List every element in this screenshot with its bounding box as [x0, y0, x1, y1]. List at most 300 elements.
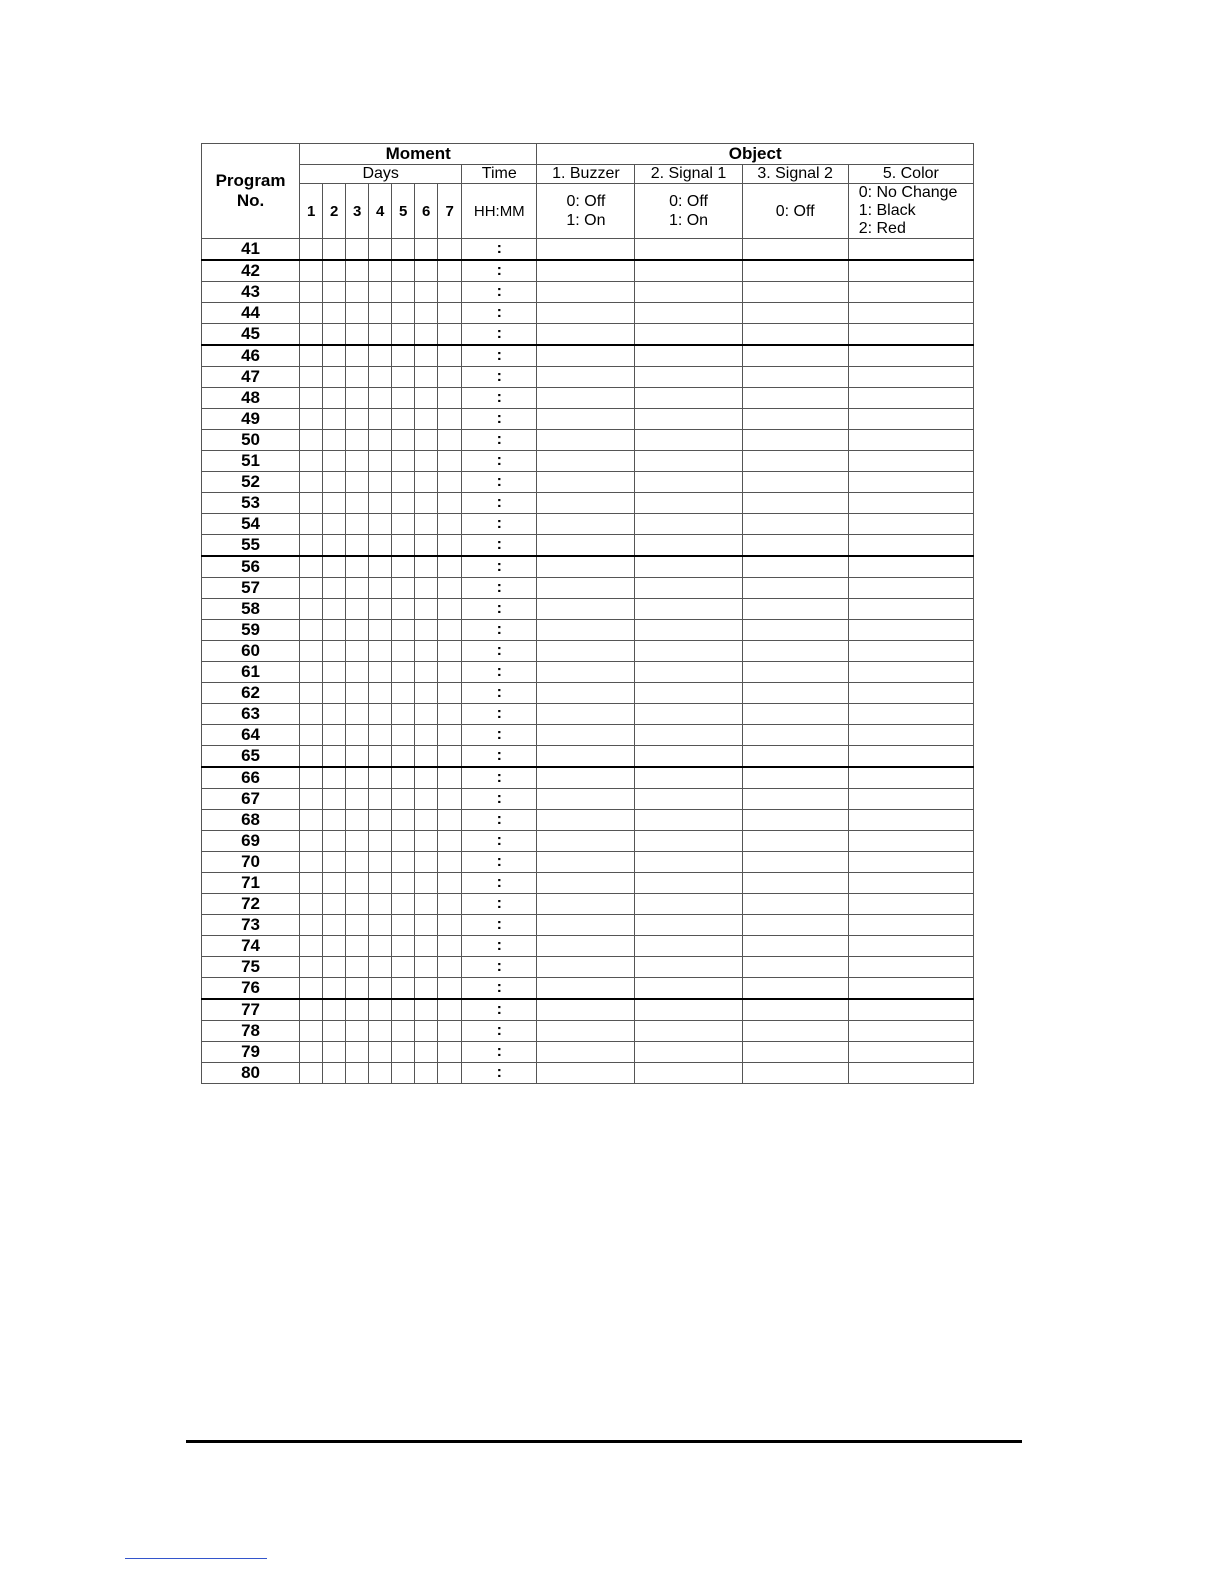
time-cell[interactable]: : — [462, 409, 537, 430]
day-1-cell[interactable] — [300, 493, 323, 514]
day-6-cell[interactable] — [415, 535, 438, 557]
day-5-cell[interactable] — [392, 451, 415, 472]
day-5-cell[interactable] — [392, 999, 415, 1021]
signal2-cell[interactable] — [742, 303, 848, 324]
color-cell[interactable] — [848, 514, 973, 535]
day-2-cell[interactable] — [323, 472, 346, 493]
day-2-cell[interactable] — [323, 957, 346, 978]
day-1-cell[interactable] — [300, 999, 323, 1021]
signal1-cell[interactable] — [635, 535, 742, 557]
day-3-cell[interactable] — [346, 936, 369, 957]
signal2-cell[interactable] — [742, 514, 848, 535]
signal2-cell[interactable] — [742, 472, 848, 493]
signal2-cell[interactable] — [742, 789, 848, 810]
day-4-cell[interactable] — [369, 599, 392, 620]
day-1-cell[interactable] — [300, 1063, 323, 1084]
day-6-cell[interactable] — [415, 324, 438, 346]
signal1-cell[interactable] — [635, 999, 742, 1021]
color-cell[interactable] — [848, 451, 973, 472]
signal1-cell[interactable] — [635, 978, 742, 1000]
day-2-cell[interactable] — [323, 915, 346, 936]
signal2-cell[interactable] — [742, 1063, 848, 1084]
day-2-cell[interactable] — [323, 324, 346, 346]
signal1-cell[interactable] — [635, 260, 742, 282]
time-cell[interactable]: : — [462, 451, 537, 472]
time-cell[interactable]: : — [462, 345, 537, 367]
time-cell[interactable]: : — [462, 493, 537, 514]
day-3-cell[interactable] — [346, 789, 369, 810]
day-5-cell[interactable] — [392, 345, 415, 367]
day-4-cell[interactable] — [369, 894, 392, 915]
day-1-cell[interactable] — [300, 957, 323, 978]
color-cell[interactable] — [848, 324, 973, 346]
day-4-cell[interactable] — [369, 957, 392, 978]
day-2-cell[interactable] — [323, 852, 346, 873]
buzzer-cell[interactable] — [537, 767, 635, 789]
signal1-cell[interactable] — [635, 936, 742, 957]
signal2-cell[interactable] — [742, 873, 848, 894]
day-4-cell[interactable] — [369, 620, 392, 641]
signal1-cell[interactable] — [635, 239, 742, 261]
day-2-cell[interactable] — [323, 936, 346, 957]
day-7-cell[interactable] — [438, 999, 462, 1021]
day-4-cell[interactable] — [369, 767, 392, 789]
day-7-cell[interactable] — [438, 493, 462, 514]
color-cell[interactable] — [848, 409, 973, 430]
day-5-cell[interactable] — [392, 367, 415, 388]
time-cell[interactable]: : — [462, 430, 537, 451]
day-6-cell[interactable] — [415, 978, 438, 1000]
day-1-cell[interactable] — [300, 831, 323, 852]
buzzer-cell[interactable] — [537, 324, 635, 346]
day-3-cell[interactable] — [346, 1021, 369, 1042]
day-4-cell[interactable] — [369, 1063, 392, 1084]
day-5-cell[interactable] — [392, 873, 415, 894]
buzzer-cell[interactable] — [537, 662, 635, 683]
day-1-cell[interactable] — [300, 978, 323, 1000]
day-7-cell[interactable] — [438, 704, 462, 725]
day-6-cell[interactable] — [415, 620, 438, 641]
time-cell[interactable]: : — [462, 388, 537, 409]
buzzer-cell[interactable] — [537, 936, 635, 957]
day-1-cell[interactable] — [300, 599, 323, 620]
day-1-cell[interactable] — [300, 430, 323, 451]
time-cell[interactable]: : — [462, 535, 537, 557]
day-2-cell[interactable] — [323, 367, 346, 388]
buzzer-cell[interactable] — [537, 725, 635, 746]
day-3-cell[interactable] — [346, 514, 369, 535]
day-7-cell[interactable] — [438, 239, 462, 261]
day-7-cell[interactable] — [438, 957, 462, 978]
day-5-cell[interactable] — [392, 894, 415, 915]
signal1-cell[interactable] — [635, 345, 742, 367]
day-3-cell[interactable] — [346, 641, 369, 662]
day-1-cell[interactable] — [300, 936, 323, 957]
day-1-cell[interactable] — [300, 1042, 323, 1063]
day-4-cell[interactable] — [369, 704, 392, 725]
buzzer-cell[interactable] — [537, 451, 635, 472]
signal1-cell[interactable] — [635, 472, 742, 493]
day-2-cell[interactable] — [323, 662, 346, 683]
day-4-cell[interactable] — [369, 556, 392, 578]
day-4-cell[interactable] — [369, 451, 392, 472]
buzzer-cell[interactable] — [537, 282, 635, 303]
signal1-cell[interactable] — [635, 388, 742, 409]
day-5-cell[interactable] — [392, 514, 415, 535]
day-2-cell[interactable] — [323, 999, 346, 1021]
day-2-cell[interactable] — [323, 978, 346, 1000]
day-2-cell[interactable] — [323, 725, 346, 746]
day-2-cell[interactable] — [323, 641, 346, 662]
day-4-cell[interactable] — [369, 430, 392, 451]
day-7-cell[interactable] — [438, 345, 462, 367]
signal2-cell[interactable] — [742, 978, 848, 1000]
day-6-cell[interactable] — [415, 810, 438, 831]
day-6-cell[interactable] — [415, 1042, 438, 1063]
day-6-cell[interactable] — [415, 472, 438, 493]
buzzer-cell[interactable] — [537, 894, 635, 915]
day-2-cell[interactable] — [323, 556, 346, 578]
day-4-cell[interactable] — [369, 409, 392, 430]
signal2-cell[interactable] — [742, 409, 848, 430]
day-7-cell[interactable] — [438, 746, 462, 768]
day-6-cell[interactable] — [415, 641, 438, 662]
color-cell[interactable] — [848, 957, 973, 978]
time-cell[interactable]: : — [462, 260, 537, 282]
day-2-cell[interactable] — [323, 746, 346, 768]
day-3-cell[interactable] — [346, 409, 369, 430]
color-cell[interactable] — [848, 345, 973, 367]
day-7-cell[interactable] — [438, 915, 462, 936]
time-cell[interactable]: : — [462, 978, 537, 1000]
day-6-cell[interactable] — [415, 367, 438, 388]
color-cell[interactable] — [848, 831, 973, 852]
day-7-cell[interactable] — [438, 620, 462, 641]
day-1-cell[interactable] — [300, 472, 323, 493]
day-5-cell[interactable] — [392, 641, 415, 662]
day-6-cell[interactable] — [415, 409, 438, 430]
time-cell[interactable]: : — [462, 324, 537, 346]
day-2-cell[interactable] — [323, 239, 346, 261]
day-7-cell[interactable] — [438, 662, 462, 683]
day-5-cell[interactable] — [392, 957, 415, 978]
buzzer-cell[interactable] — [537, 915, 635, 936]
day-1-cell[interactable] — [300, 1021, 323, 1042]
day-6-cell[interactable] — [415, 894, 438, 915]
day-2-cell[interactable] — [323, 831, 346, 852]
day-4-cell[interactable] — [369, 873, 392, 894]
day-5-cell[interactable] — [392, 831, 415, 852]
day-2-cell[interactable] — [323, 535, 346, 557]
time-cell[interactable]: : — [462, 789, 537, 810]
buzzer-cell[interactable] — [537, 556, 635, 578]
color-cell[interactable] — [848, 282, 973, 303]
day-4-cell[interactable] — [369, 493, 392, 514]
signal1-cell[interactable] — [635, 1021, 742, 1042]
day-1-cell[interactable] — [300, 873, 323, 894]
day-6-cell[interactable] — [415, 493, 438, 514]
time-cell[interactable]: : — [462, 662, 537, 683]
signal1-cell[interactable] — [635, 704, 742, 725]
signal1-cell[interactable] — [635, 915, 742, 936]
day-5-cell[interactable] — [392, 1042, 415, 1063]
day-3-cell[interactable] — [346, 303, 369, 324]
buzzer-cell[interactable] — [537, 535, 635, 557]
day-2-cell[interactable] — [323, 789, 346, 810]
day-1-cell[interactable] — [300, 894, 323, 915]
color-cell[interactable] — [848, 852, 973, 873]
buzzer-cell[interactable] — [537, 388, 635, 409]
signal1-cell[interactable] — [635, 641, 742, 662]
signal1-cell[interactable] — [635, 282, 742, 303]
day-3-cell[interactable] — [346, 388, 369, 409]
day-3-cell[interactable] — [346, 367, 369, 388]
time-cell[interactable]: : — [462, 725, 537, 746]
day-7-cell[interactable] — [438, 852, 462, 873]
day-3-cell[interactable] — [346, 599, 369, 620]
day-3-cell[interactable] — [346, 451, 369, 472]
signal1-cell[interactable] — [635, 662, 742, 683]
day-5-cell[interactable] — [392, 767, 415, 789]
time-cell[interactable]: : — [462, 599, 537, 620]
time-cell[interactable]: : — [462, 746, 537, 768]
signal2-cell[interactable] — [742, 810, 848, 831]
day-6-cell[interactable] — [415, 957, 438, 978]
color-cell[interactable] — [848, 1063, 973, 1084]
time-cell[interactable]: : — [462, 239, 537, 261]
signal1-cell[interactable] — [635, 746, 742, 768]
day-4-cell[interactable] — [369, 936, 392, 957]
color-cell[interactable] — [848, 599, 973, 620]
buzzer-cell[interactable] — [537, 620, 635, 641]
time-cell[interactable]: : — [462, 282, 537, 303]
signal1-cell[interactable] — [635, 430, 742, 451]
day-7-cell[interactable] — [438, 936, 462, 957]
color-cell[interactable] — [848, 472, 973, 493]
day-7-cell[interactable] — [438, 789, 462, 810]
buzzer-cell[interactable] — [537, 472, 635, 493]
day-6-cell[interactable] — [415, 915, 438, 936]
day-4-cell[interactable] — [369, 324, 392, 346]
signal2-cell[interactable] — [742, 345, 848, 367]
day-3-cell[interactable] — [346, 978, 369, 1000]
day-2-cell[interactable] — [323, 1063, 346, 1084]
buzzer-cell[interactable] — [537, 683, 635, 704]
day-2-cell[interactable] — [323, 1021, 346, 1042]
buzzer-cell[interactable] — [537, 367, 635, 388]
day-2-cell[interactable] — [323, 894, 346, 915]
day-2-cell[interactable] — [323, 303, 346, 324]
day-7-cell[interactable] — [438, 1021, 462, 1042]
day-3-cell[interactable] — [346, 873, 369, 894]
signal1-cell[interactable] — [635, 620, 742, 641]
buzzer-cell[interactable] — [537, 641, 635, 662]
day-5-cell[interactable] — [392, 852, 415, 873]
buzzer-cell[interactable] — [537, 409, 635, 430]
signal2-cell[interactable] — [742, 367, 848, 388]
signal2-cell[interactable] — [742, 620, 848, 641]
buzzer-cell[interactable] — [537, 852, 635, 873]
color-cell[interactable] — [848, 725, 973, 746]
signal1-cell[interactable] — [635, 578, 742, 599]
day-7-cell[interactable] — [438, 831, 462, 852]
day-6-cell[interactable] — [415, 999, 438, 1021]
day-3-cell[interactable] — [346, 472, 369, 493]
day-5-cell[interactable] — [392, 260, 415, 282]
signal1-cell[interactable] — [635, 852, 742, 873]
day-6-cell[interactable] — [415, 599, 438, 620]
color-cell[interactable] — [848, 704, 973, 725]
signal1-cell[interactable] — [635, 831, 742, 852]
day-7-cell[interactable] — [438, 556, 462, 578]
time-cell[interactable]: : — [462, 472, 537, 493]
day-4-cell[interactable] — [369, 578, 392, 599]
color-cell[interactable] — [848, 578, 973, 599]
signal1-cell[interactable] — [635, 451, 742, 472]
day-7-cell[interactable] — [438, 535, 462, 557]
day-1-cell[interactable] — [300, 388, 323, 409]
day-5-cell[interactable] — [392, 704, 415, 725]
color-cell[interactable] — [848, 936, 973, 957]
day-1-cell[interactable] — [300, 324, 323, 346]
buzzer-cell[interactable] — [537, 493, 635, 514]
day-3-cell[interactable] — [346, 999, 369, 1021]
day-6-cell[interactable] — [415, 345, 438, 367]
signal2-cell[interactable] — [742, 894, 848, 915]
day-5-cell[interactable] — [392, 409, 415, 430]
day-6-cell[interactable] — [415, 873, 438, 894]
day-6-cell[interactable] — [415, 1063, 438, 1084]
time-cell[interactable]: : — [462, 936, 537, 957]
day-5-cell[interactable] — [392, 789, 415, 810]
day-2-cell[interactable] — [323, 620, 346, 641]
day-7-cell[interactable] — [438, 725, 462, 746]
day-6-cell[interactable] — [415, 578, 438, 599]
color-cell[interactable] — [848, 999, 973, 1021]
day-3-cell[interactable] — [346, 239, 369, 261]
color-cell[interactable] — [848, 388, 973, 409]
day-3-cell[interactable] — [346, 725, 369, 746]
day-1-cell[interactable] — [300, 725, 323, 746]
signal1-cell[interactable] — [635, 409, 742, 430]
day-6-cell[interactable] — [415, 789, 438, 810]
day-2-cell[interactable] — [323, 683, 346, 704]
signal2-cell[interactable] — [742, 767, 848, 789]
day-5-cell[interactable] — [392, 493, 415, 514]
signal2-cell[interactable] — [742, 535, 848, 557]
color-cell[interactable] — [848, 303, 973, 324]
day-3-cell[interactable] — [346, 915, 369, 936]
day-1-cell[interactable] — [300, 746, 323, 768]
color-cell[interactable] — [848, 535, 973, 557]
day-7-cell[interactable] — [438, 430, 462, 451]
buzzer-cell[interactable] — [537, 831, 635, 852]
day-5-cell[interactable] — [392, 556, 415, 578]
day-5-cell[interactable] — [392, 936, 415, 957]
day-4-cell[interactable] — [369, 345, 392, 367]
day-1-cell[interactable] — [300, 810, 323, 831]
day-6-cell[interactable] — [415, 303, 438, 324]
color-cell[interactable] — [848, 915, 973, 936]
day-2-cell[interactable] — [323, 345, 346, 367]
day-4-cell[interactable] — [369, 641, 392, 662]
signal2-cell[interactable] — [742, 1042, 848, 1063]
day-1-cell[interactable] — [300, 239, 323, 261]
day-1-cell[interactable] — [300, 514, 323, 535]
day-6-cell[interactable] — [415, 662, 438, 683]
time-cell[interactable]: : — [462, 556, 537, 578]
color-cell[interactable] — [848, 683, 973, 704]
day-4-cell[interactable] — [369, 514, 392, 535]
color-cell[interactable] — [848, 789, 973, 810]
day-2-cell[interactable] — [323, 578, 346, 599]
time-cell[interactable]: : — [462, 957, 537, 978]
time-cell[interactable]: : — [462, 641, 537, 662]
day-2-cell[interactable] — [323, 409, 346, 430]
signal1-cell[interactable] — [635, 1063, 742, 1084]
color-cell[interactable] — [848, 746, 973, 768]
day-5-cell[interactable] — [392, 303, 415, 324]
day-4-cell[interactable] — [369, 239, 392, 261]
signal2-cell[interactable] — [742, 999, 848, 1021]
time-cell[interactable]: : — [462, 873, 537, 894]
day-3-cell[interactable] — [346, 683, 369, 704]
color-cell[interactable] — [848, 662, 973, 683]
signal1-cell[interactable] — [635, 1042, 742, 1063]
buzzer-cell[interactable] — [537, 239, 635, 261]
signal2-cell[interactable] — [742, 388, 848, 409]
day-7-cell[interactable] — [438, 260, 462, 282]
day-7-cell[interactable] — [438, 388, 462, 409]
color-cell[interactable] — [848, 641, 973, 662]
day-3-cell[interactable] — [346, 620, 369, 641]
day-6-cell[interactable] — [415, 282, 438, 303]
buzzer-cell[interactable] — [537, 999, 635, 1021]
day-5-cell[interactable] — [392, 1063, 415, 1084]
day-2-cell[interactable] — [323, 599, 346, 620]
buzzer-cell[interactable] — [537, 430, 635, 451]
buzzer-cell[interactable] — [537, 746, 635, 768]
day-4-cell[interactable] — [369, 831, 392, 852]
time-cell[interactable]: : — [462, 683, 537, 704]
signal2-cell[interactable] — [742, 324, 848, 346]
signal2-cell[interactable] — [742, 493, 848, 514]
day-2-cell[interactable] — [323, 451, 346, 472]
day-5-cell[interactable] — [392, 472, 415, 493]
color-cell[interactable] — [848, 1021, 973, 1042]
day-4-cell[interactable] — [369, 1021, 392, 1042]
time-cell[interactable]: : — [462, 1042, 537, 1063]
signal2-cell[interactable] — [742, 239, 848, 261]
color-cell[interactable] — [848, 894, 973, 915]
signal1-cell[interactable] — [635, 810, 742, 831]
day-5-cell[interactable] — [392, 683, 415, 704]
color-cell[interactable] — [848, 873, 973, 894]
time-cell[interactable]: : — [462, 367, 537, 388]
day-5-cell[interactable] — [392, 810, 415, 831]
day-4-cell[interactable] — [369, 683, 392, 704]
day-6-cell[interactable] — [415, 388, 438, 409]
signal2-cell[interactable] — [742, 746, 848, 768]
day-2-cell[interactable] — [323, 493, 346, 514]
day-5-cell[interactable] — [392, 599, 415, 620]
day-5-cell[interactable] — [392, 430, 415, 451]
time-cell[interactable]: : — [462, 303, 537, 324]
day-1-cell[interactable] — [300, 535, 323, 557]
day-4-cell[interactable] — [369, 367, 392, 388]
buzzer-cell[interactable] — [537, 1063, 635, 1084]
day-4-cell[interactable] — [369, 388, 392, 409]
